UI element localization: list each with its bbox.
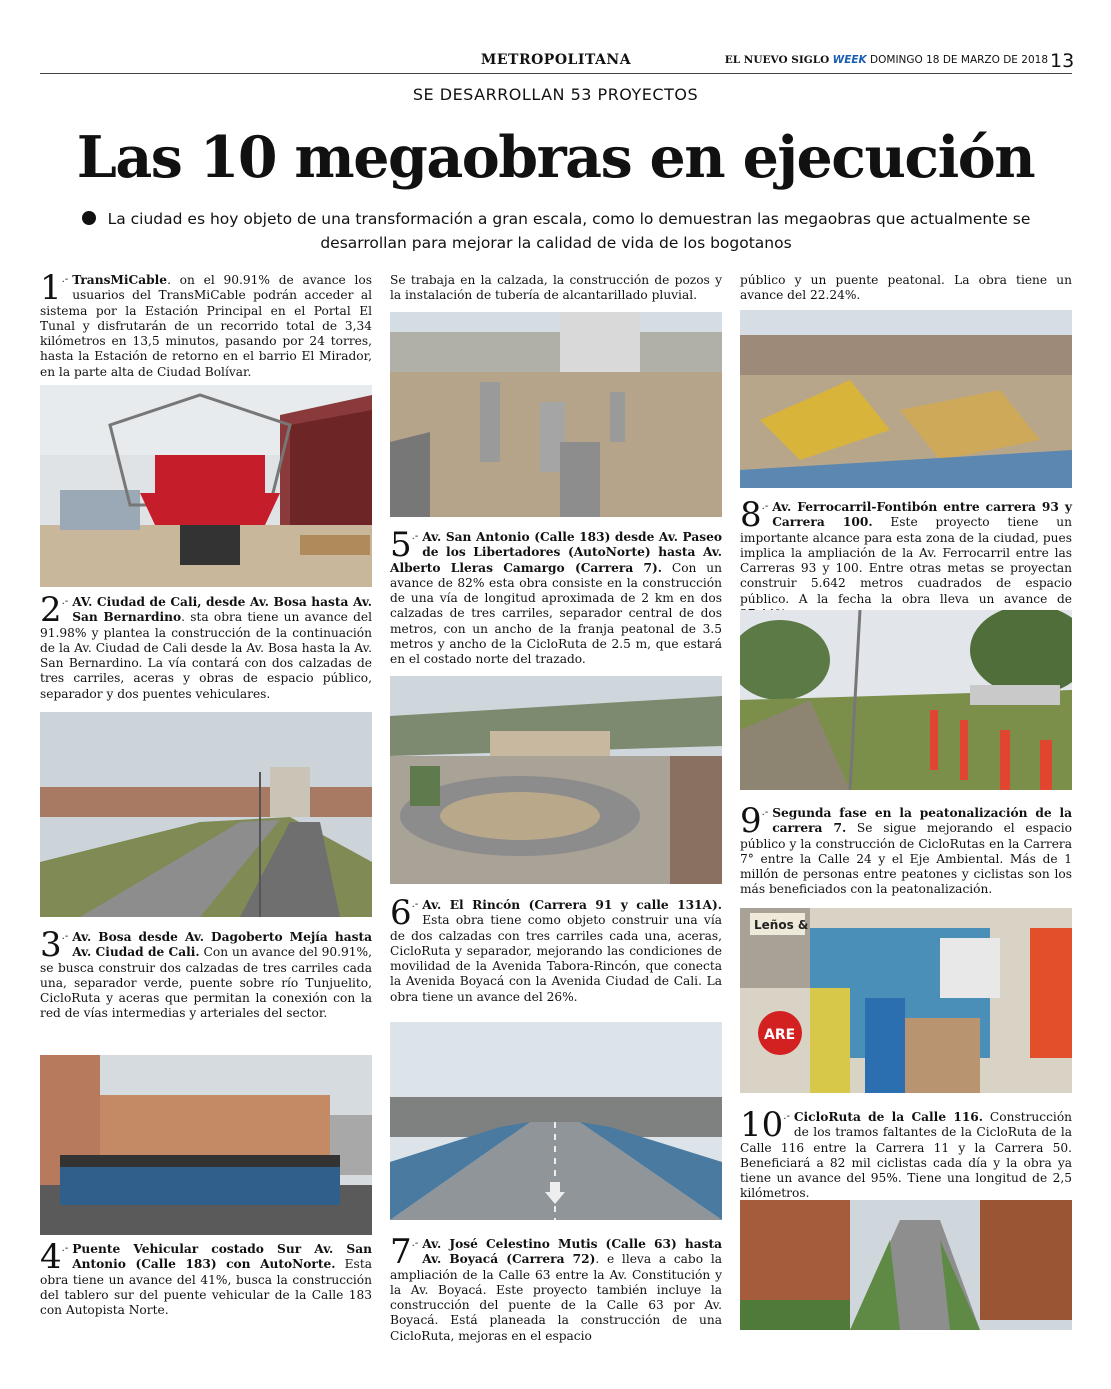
- page-number: 13: [1050, 50, 1075, 72]
- stop-sign: ARE: [764, 1027, 796, 1043]
- item-lead: Av. El Rincón (Carrera 91 y calle 131A).: [422, 898, 722, 912]
- photo-av-el-rincon: [390, 1022, 722, 1220]
- item-body: . e lleva a cabo la ampliación de la Calle 63 entre la Av. Constitución y la Av. Boyacá. Este proyecto también incluye la construcción del puente de la Calle 63 por Av. Boyacá. Está planeada la construcción de una CicloRuta, mejoras en el espacio: [390, 1252, 722, 1343]
- deck: [42, 207, 1070, 255]
- header-rule: [40, 73, 1072, 74]
- item-body: . sta obra tiene un avance del 91.98% y plantea la construcción de la continuación de la Av. Ciudad de Cali desde la Av. Bosa hasta la Av. San Bernardino. La vía contará con dos calzadas de tres carriles, aceras y obras de espacio público, separador y dos puentes vehiculares.: [40, 610, 372, 701]
- item-number: 10.-: [740, 1105, 790, 1145]
- item-6: [390, 893, 722, 1005]
- edition-name: WEEK: [832, 54, 867, 66]
- photo-puente-vehicular: [390, 312, 722, 517]
- item-7-continued: [740, 273, 1072, 304]
- photo-av-san-antonio: [390, 676, 722, 884]
- item-number: 2.-: [40, 590, 69, 630]
- item-lead: CicloRuta de la Calle 116.: [793, 1110, 984, 1124]
- item-body: Construcción de los tramos faltantes de la CicloRuta de la Calle 116 entre la Carrera 11 y la Carrera 50. Beneficiará a 82 mil ciclistas cada día y la obra ya tiene un avance del 95%. Tiene una longitud de 2,5 kilómetros.: [740, 1110, 1073, 1201]
- item-body: Con un avance del 90.91%, se busca construir dos calzadas de tres carriles cada una, separador verde, puente sobre río Tunjuelito, CicloRuta y aceras que permitan la conexión con la red de vías intermedias y arteriales del sector.: [40, 945, 372, 1021]
- deck-text: La ciudad es hoy objeto de una transformación a gran escala, como lo demuestran las megaobras que actualmente se desarrollan para mejorar la calidad de vida de los bogotanos: [107, 210, 1031, 252]
- item-lead: Puente Vehicular costado Sur Av. San Antonio (Calle 183) con AutoNorte.: [72, 1242, 372, 1272]
- item-number: 9.-: [740, 801, 769, 841]
- item-8: [740, 495, 1073, 622]
- publication-name: EL NUEVO SIGLO: [724, 54, 830, 66]
- photo-carrera-7: [740, 908, 1072, 1093]
- item-number: 5.-: [390, 525, 419, 565]
- kicker: SE DESARROLLAN 53 PROYECTOS: [412, 85, 699, 104]
- item-body: Se sigue mejorando el espacio público y la construcción de CicloRutas en la Carrera 7° entre la Calle 24 y el Eje Ambiental. Más de 1 millón de personas entre peatones y ciclistas son los más beneficiados con la peatonalización.: [740, 821, 1072, 897]
- item-number: 4.-: [40, 1237, 69, 1277]
- item-4: [40, 1237, 372, 1318]
- item-7: [390, 1232, 722, 1344]
- item-body: Se trabaja en la calzada, la construcción de pozos y la instalación de tubería de alcantarillado pluvial.: [390, 273, 722, 303]
- item-number: 6.-: [390, 893, 419, 933]
- item-lead: Segunda fase en la peatonalización de la carrera 7.: [772, 806, 1072, 836]
- item-lead: Av. José Celestino Mutis (Calle 63) hasta Av. Boyacá (Carrera 72): [422, 1237, 722, 1267]
- item-4-continued: [390, 273, 722, 304]
- photo-calle-63: [740, 310, 1072, 488]
- publication-line: [700, 54, 1048, 66]
- item-10: [740, 1105, 1073, 1202]
- photo-av-bosa: [40, 1055, 372, 1235]
- item-5: [390, 525, 722, 668]
- item-lead: Av. San Antonio (Calle 183) desde Av. Paseo de los Libertadores (AutoNorte) hasta Av. Alberto Lleras Camargo (Carrera 7).: [390, 530, 722, 575]
- item-1: [40, 268, 372, 380]
- item-number: 8.-: [740, 495, 769, 535]
- item-body: Esta obra tiene como objeto construir una vía de dos calzadas con tres carriles cada una, aceras, CicloRuta y separador, mejorando las condiciones de movilidad de la Avenida Tabora-Rincón, que conecta la Avenida Boyacá con la Avenida Ciudad de Cali. La obra tiene un avance del 26%.: [390, 913, 722, 1004]
- item-lead: AV. Ciudad de Cali, desde Av. Bosa hasta Av. San Bernardino: [72, 595, 372, 625]
- item-body: Esta obra tiene un avance del 41%, busca la construcción del tablero sur del puente vehicular de la Calle 183 con Autopista Norte.: [40, 1257, 372, 1318]
- headline: Las 10 megaobras en ejecución: [76, 124, 1035, 191]
- item-body: Este proyecto tiene un importante alcance para esta zona de la ciudad, pues implica la ampliación de la Av. Ferrocarril entre las Carreras 93 y 100. Entre otras metas se proyectan construir 5.642 metros cuadrados de espacio público. A la fecha la obra lleva un avance de: [740, 515, 1073, 606]
- item-number: 3.-: [40, 925, 69, 965]
- item-3: [40, 925, 372, 1022]
- photo-transmicable: [40, 385, 372, 587]
- issue-date: DOMINGO 18 DE MARZO DE 2018: [870, 54, 1048, 66]
- item-lead: Av. Bosa desde Av. Dagoberto Mejía hasta Av. Ciudad de Cali.: [72, 930, 372, 960]
- photo-av-ferrocarril: [740, 610, 1072, 790]
- item-2: [40, 590, 372, 702]
- item-body: Con un avance de 82% esta obra consiste en la construcción de una vía de longitud aproximada de 2 km en dos calzadas de tres carriles, separador central de dos metros, con un ancho de la franja peatonal de 3.5 metros y ancho de la CicloRuta de 2.5 m, que estará en el costado norte del trazado.: [390, 560, 722, 667]
- shop-sign: Leños &: [754, 918, 809, 932]
- item-lead: TransMiCable: [72, 273, 168, 287]
- item-number: 7.-: [390, 1232, 419, 1272]
- photo-ciudad-de-cali: [40, 712, 372, 917]
- section-title: METROPOLITANA: [480, 52, 632, 68]
- item-lead: Av. Ferrocarril-Fontibón entre carrera 93 y Carrera 100.: [772, 500, 1072, 530]
- item-number: 1.-: [40, 268, 69, 308]
- photo-calle-116: [740, 1200, 1072, 1330]
- bullet-icon: [82, 211, 96, 225]
- item-body: público y un puente peatonal. La obra tiene un avance del 22.24%.: [740, 273, 1072, 303]
- item-body: . on el 90.91% de avance los usuarios del TransMiCable podrán acceder al sistema por la Estación Principal en el Portal El Tunal y disfrutarán de un recorrido total de 3,34 kilómetros en 13,5 minutos, pasando por 24 torres, hasta la Estación de retorno en el barrio El Mirador, en la parte alta de Ciudad Bolívar.: [40, 273, 372, 379]
- item-9: [740, 801, 1072, 898]
